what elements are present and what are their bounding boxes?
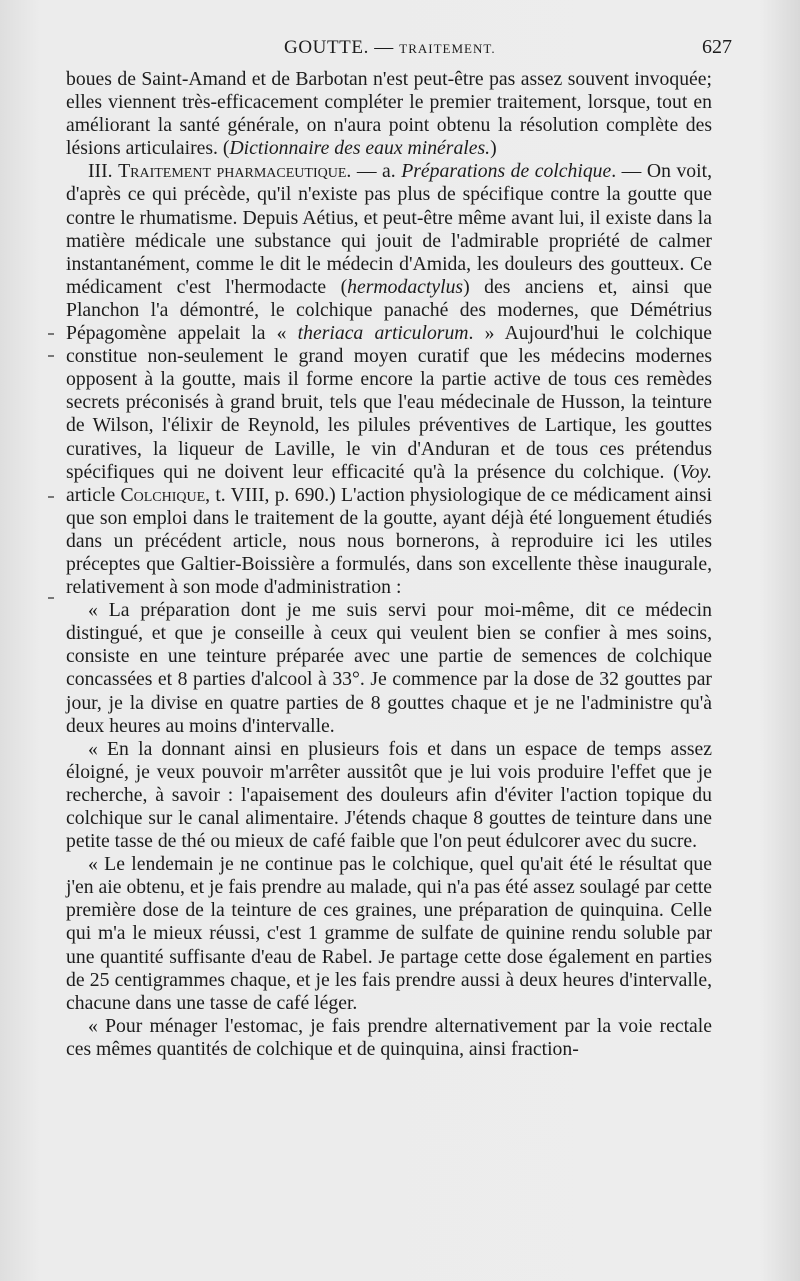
page-number: 627 [702, 36, 732, 58]
paragraph-text: article [66, 483, 121, 506]
running-head [284, 36, 732, 68]
running-title [284, 37, 496, 59]
paragraph-text: . » Aujourd'hui le colchique constitue non-seulement le grand moyen curatif que les médecins modernes opposent à la goutte, mais il forme encore la partie active de tous ces remèdes secrets préconisés à grand bruit, tels que l'eau médecinale de Husson, la teinture de Wilson, l'élixir de Reynold, les pilules préventives de Lartique, les gouttes curatives, la liqueur de Laville, le vin d'Anduran et de tous ces prétendus spécifiques qui ne doivent leur efficacité qu'à la présence du colchique. ( [66, 322, 712, 483]
paragraph-text: ) [490, 137, 497, 160]
quote-paragraph-preparation: « La préparation dont je me suis servi pour moi-même, dit ce médecin distingué, et que je conseille à ceux qui veulent bien se confier à mes soins, consiste en une teinture préparée avec une partie de semences de colchique concassées et 8 parties d'alcool à 33°. Je commence par la dose de 32 gouttes par jour, je la divise en quatre parties de 8 gouttes chaque et je ne l'administre qu'à deux heures au moins d'intervalle. [66, 599, 712, 737]
margin-mark [48, 333, 54, 335]
cross-reference-article: Colchique [120, 483, 206, 506]
paragraph-text: . — On voit, d'après ce qui précède, qu'il n'existe pas plus de spécifique contre la goutte que contre le rhumatisme. Depuis Aétius, et peut-être même avant lui, il existe dans la matière médicale une substance qui jouit de l'admirable propriété de calmer instantanément, comme le dit le médecin d'Amida, les douleurs des goutteux. Ce médicament c'est l'hermodacte ( [66, 160, 712, 298]
citation-dictionnaire: Dictionnaire des eaux minérales. [229, 137, 491, 160]
running-title-main: GOUTTE. [284, 37, 369, 58]
latin-term: hermodactylus [347, 275, 464, 298]
margin-mark [48, 496, 54, 498]
paragraph-eaux-minerales [66, 68, 712, 160]
paragraph-text: boues de Saint-Amand et de Barbotan n'est peut-être pas assez souvent invoquée; elles viennent très-efficacement compléter le premier traitement, lorsque, tout en améliorant la santé générale, on n'aura point obtenu la résolution complète des lésions articulaires. ( [66, 68, 712, 160]
subsection-heading: Préparations de colchique [401, 160, 612, 183]
running-title-separator: — [368, 37, 400, 58]
paragraph-text: , t. VIII, p. 690.) L'action physiologique de ce médicament ainsi que son emploi dans le traitement de la goutte, ayant déjà été longuement étudiés dans un précédent article, nous nous bornerons, à reproduire ici les utiles préceptes que Galtier-Boissière a formulés, dans son excellente thèse inaugurale, relativement à son mode d'administration : [66, 483, 712, 599]
running-title-section: TRAITEMENT. [399, 41, 496, 56]
paragraph-traitement-pharmaceutique [66, 160, 712, 599]
paragraph-text: ) des anciens et, ainsi que Planchon l'a démontré, le colchique panaché des modernes, que Démétrius Pépagomène appelait la « [66, 275, 712, 345]
quote-paragraph-quinquina: « Le lendemain je ne continue pas le colchique, quel qu'ait été le résultat que j'en aie obtenu, et je fais prendre au malade, qui n'a pas été assez soulagé par cette première dose de la teinture de ces graines, une préparation de quinquina. Celle qui m'a le mieux réussi, c'est 1 gramme de sulfate de quinine rendu soluble par une quantité suffisante d'eau de Rabel. Je partage cette dose également en parties de 25 centigrammes chaque, et je les fais prendre aussi à deux heures d'intervalle, chacune dans une tasse de café léger. [66, 853, 712, 1014]
margin-mark [48, 597, 54, 599]
quote-paragraph-administration: « En la donnant ainsi en plusieurs fois et dans un espace de temps assez éloigné, je veux pouvoir m'arrêter aussitôt que je lui vois produire l'effet que je recherche, à savoir : l'apaisement des douleurs afin d'éviter l'action topique du colchique sur le canal alimentaire. J'étends chaque 8 gouttes de teinture dans une petite tasse de thé ou mieux de café faible que l'on peut édulcorer avec du sucre. [66, 737, 712, 853]
body-text [66, 68, 712, 1061]
section-heading: Traitement pharmaceutique [118, 160, 347, 183]
paragraph-text: . — a. [346, 160, 402, 183]
margin-mark [48, 355, 54, 357]
cross-reference: Voy. [679, 460, 712, 483]
section-number: III. [88, 160, 119, 183]
latin-term: theriaca articulorum [297, 322, 469, 345]
quote-paragraph-estomac: « Pour ménager l'estomac, je fais prendre alternativement par la voie rectale ces mêmes quantités de colchique et de quinquina, ainsi fraction- [66, 1014, 712, 1060]
